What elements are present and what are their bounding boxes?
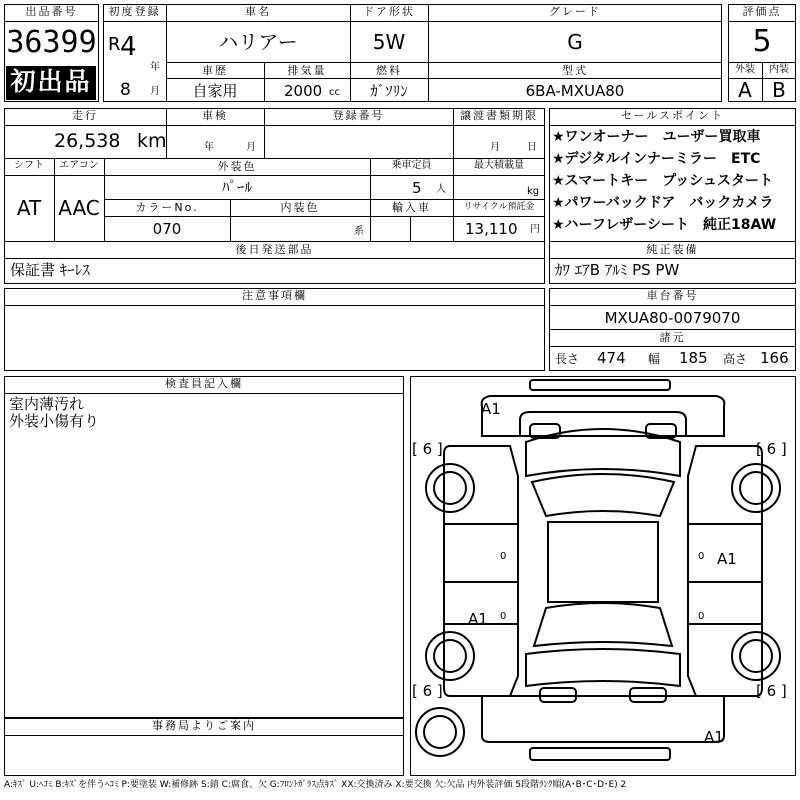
mileage-value: 26,538 — [54, 130, 121, 152]
width-value: 185 — [679, 349, 708, 367]
month-unit: 月 — [150, 86, 160, 97]
displacement-unit: cc — [329, 87, 340, 98]
mark-zero-1: 0 — [500, 551, 507, 562]
chassis-label: 車台番号 — [646, 289, 699, 302]
sales-point-4: ★パワーバックドア バックカメラ — [552, 195, 774, 211]
score-value: 5 — [752, 24, 772, 59]
color-no-value: 070 — [152, 220, 182, 238]
color-no-label: カラーNo. — [135, 201, 199, 214]
inspection-month-unit: 月 — [246, 142, 256, 153]
transfer-month-unit: 月 — [490, 142, 500, 153]
inspection-label: 車検 — [202, 109, 228, 122]
capacity-value: 5 — [412, 179, 422, 197]
model-value: 6BA-MXUA80 — [525, 82, 625, 100]
lot-label: 出品番号 — [25, 5, 78, 18]
tire-depth-fr: [ 6 ] — [756, 440, 787, 458]
shift-value: AT — [16, 196, 42, 220]
sales-point-5: ★ハーフレザーシート 純正18AW — [552, 217, 777, 233]
tire-depth-rl: [ 6 ] — [412, 682, 443, 700]
transfer-day-unit: 日 — [527, 142, 537, 153]
inspection-year-unit: 年 — [204, 142, 214, 153]
sales-points-label: セールスポイント — [620, 109, 724, 122]
history-value: 自家用 — [192, 82, 238, 100]
sales-point-2: ★デジタルインナーミラー ETC — [552, 151, 761, 167]
later-parts-value: 保証書 ｷｰﾚｽ — [10, 261, 90, 279]
ext-score-label: 外装 — [735, 64, 755, 75]
tire-depth-fl: [ 6 ] — [412, 440, 443, 458]
max-load-label: 最大積載量 — [474, 160, 524, 171]
displacement-label: 排気量 — [287, 64, 327, 77]
ext-score-value: A — [738, 78, 752, 102]
damage-mark-4: A1 — [704, 728, 724, 746]
door-value: 5W — [372, 30, 406, 54]
mileage-unit: km — [137, 130, 167, 152]
first-listing-text: 初出品 — [10, 67, 92, 96]
mark-zero-3: 0 — [500, 611, 507, 622]
tire-depth-rr: [ 6 ] — [756, 682, 787, 700]
height-label: 高さ — [723, 352, 748, 366]
recycle-unit: 円 — [530, 224, 540, 235]
recycle-value: 13,110 — [465, 220, 518, 238]
inspector-label: 検査員記入欄 — [165, 377, 243, 390]
model-label: 型式 — [562, 64, 588, 77]
sales-point-3: ★スマートキー プッシュスタート — [552, 173, 774, 189]
aircon-value: AAC — [58, 196, 100, 220]
chassis-value: MXUA80-0079070 — [604, 309, 741, 327]
lot-number: 36399 — [6, 25, 97, 60]
fuel-value: ｶﾞｿﾘﾝ — [370, 82, 408, 100]
grade-value: G — [567, 30, 583, 54]
int-color-label: 内装色 — [280, 201, 320, 214]
damage-mark-3: A1 — [468, 610, 488, 628]
width-label: 幅 — [648, 352, 661, 366]
door-label: ドア形状 — [363, 5, 415, 18]
genuine-label: 純正装備 — [646, 243, 699, 256]
first-reg-label: 初度登録 — [108, 5, 161, 18]
sales-point-1: ★ワンオーナー ユーザー買取車 — [552, 129, 761, 145]
reg-no-label: 登録番号 — [332, 109, 385, 122]
inspector-note-1: 室内薄汚れ — [9, 395, 85, 413]
ext-color-value: ﾊﾟｰﾙ — [221, 178, 252, 196]
dims-label: 諸元 — [659, 331, 686, 344]
car-name-label: 車名 — [245, 5, 271, 18]
recycle-label: リサイクル預託金 — [463, 202, 535, 212]
int-color-unit: 系 — [354, 226, 364, 237]
max-load-unit: kg — [527, 186, 540, 197]
height-value: 166 — [760, 349, 789, 367]
history-label: 車歴 — [202, 64, 228, 77]
inspector-note-2: 外装小傷有り — [9, 412, 100, 430]
mark-zero-4: 0 — [698, 611, 705, 622]
capacity-label: 乗車定員 — [391, 160, 432, 171]
reg-year-value: 4 — [120, 32, 137, 62]
later-parts-label: 後日発送部品 — [235, 243, 314, 256]
damage-mark-2: A1 — [717, 550, 737, 568]
length-label: 長さ — [555, 352, 580, 366]
import-label: 輸入車 — [392, 201, 431, 214]
capacity-unit: 人 — [436, 184, 446, 195]
length-value: 474 — [597, 349, 626, 367]
year-unit: 年 — [150, 62, 160, 73]
ext-color-label: 外装色 — [217, 160, 257, 173]
damage-mark-1: A1 — [481, 400, 501, 418]
displacement-value: 2000 — [284, 82, 323, 100]
shift-label: シフト — [14, 160, 44, 171]
mark-zero-2: 0 — [698, 551, 705, 562]
aircon-label: エアコン — [59, 160, 99, 171]
car-name-value: ハリアー — [218, 30, 298, 54]
car-diagram — [410, 376, 796, 776]
reg-month-value: 8 — [120, 80, 131, 100]
grade-label: グレード — [549, 5, 601, 18]
int-score-value: B — [772, 78, 786, 102]
legend-text: A:ｷｽﾞ U:ﾍｺﾐ B:ｷｽﾞを伴うﾍｺﾐ P:要塗装 W:補修跡 S:錆 C:腐食、欠 G:ﾌﾛﾝﾄｶﾞﾗｽ点ｷｽﾞ XX:交換済み X:要交換 欠:欠品 内外装評価 5段階ﾗﾝｸ順(A･B･C･D･E) 2 — [4, 780, 627, 790]
era-value: R — [108, 34, 121, 55]
office-label: 事務局よりご案内 — [152, 719, 256, 732]
mileage-label: 走行 — [72, 109, 98, 122]
transfer-docs-label: 譲渡書類期限 — [460, 109, 538, 122]
notes-label: 注意事項欄 — [242, 289, 307, 302]
genuine-value: ｶﾜ ｴｱB ｱﾙﾐ PS PW — [555, 261, 680, 279]
score-label: 評価点 — [742, 5, 782, 18]
fuel-label: 燃料 — [376, 64, 402, 77]
int-score-label: 内装 — [769, 64, 789, 75]
